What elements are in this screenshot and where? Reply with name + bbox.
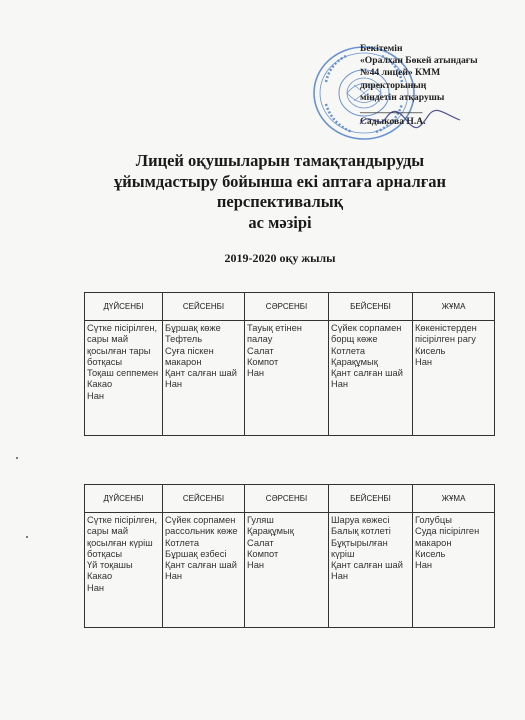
menu-item: Кисель <box>415 548 446 559</box>
menu-item: Нан <box>415 560 433 571</box>
menu-item: Гуляш <box>247 515 274 525</box>
menu-item: Нан <box>247 560 265 571</box>
menu-item: Нан <box>331 571 349 582</box>
menu-item: Тефтель <box>165 334 203 345</box>
title-line: ас мәзірі <box>248 212 312 232</box>
menu-item: Нан <box>87 390 105 401</box>
menu-item: Голубцы <box>415 515 452 525</box>
menu-item: Бұқтырылған күріш <box>331 537 391 559</box>
menu-item: Көкеністерден пісірілген рагу <box>415 323 480 345</box>
approver-name: Садыкова Н.А. <box>360 116 426 128</box>
approval-line: міндетін атқарушы <box>360 91 445 103</box>
menu-item: Компот <box>247 356 279 367</box>
menu-cell <box>245 321 329 436</box>
day-header: СӘРСЕНБІ <box>245 485 329 513</box>
menu-cell <box>163 513 245 628</box>
menu-cell <box>85 321 163 436</box>
scan-speck <box>16 457 18 459</box>
menu-item: Сүтке пісірілген, сары май қосылған күріш ботқасы <box>87 515 160 559</box>
menu-cell <box>163 321 245 436</box>
title-line: перспективалық <box>216 192 344 211</box>
table-header-row <box>85 293 495 321</box>
menu-item: Сүйек сорпамен рассольник көже <box>165 515 238 537</box>
menu-cell <box>245 513 329 628</box>
day-header: СЕЙСЕНБІ <box>163 485 245 513</box>
menu-item: Қант салған шай <box>331 368 403 379</box>
menu-item: Шаруа көжесі <box>331 515 390 525</box>
menu-item: Нан <box>415 356 433 367</box>
menu-item: Тоқаш сеппемен <box>87 368 159 379</box>
menu-item: Кисель <box>415 345 446 356</box>
menu-item: Нан <box>165 571 183 582</box>
day-header: СӘРСЕНБІ <box>245 293 329 321</box>
menu-cell <box>85 513 163 628</box>
menu-item: Балық котлеті <box>331 526 391 537</box>
menu-item: Компот <box>247 548 279 559</box>
scan-speck <box>26 536 28 538</box>
menu-item: Қарақұмық <box>247 526 294 537</box>
menu-item: Қарақұмық <box>331 356 378 367</box>
academic-year: 2019-2020 оқу жылы <box>224 251 336 265</box>
menu-table-week-2 <box>84 484 495 628</box>
menu-item: Нан <box>331 379 349 390</box>
table-header-row <box>85 485 495 513</box>
approval-line: директорының <box>360 79 427 91</box>
menu-item: Нан <box>165 379 183 390</box>
menu-item: Какао <box>87 571 113 582</box>
menu-item: Қант салған шай <box>165 368 237 379</box>
menu-item: Қант салған шай <box>331 560 403 571</box>
menu-item: Үй тоқашы <box>87 560 133 571</box>
menu-cell <box>329 321 413 436</box>
signature-underline: _____________ <box>360 104 423 116</box>
menu-item: Сүйек сорпамен борщ көже <box>331 323 404 345</box>
menu-item: Котлета <box>331 345 366 356</box>
menu-item: Салат <box>247 537 274 548</box>
document-title <box>60 151 500 233</box>
menu-table-week-1 <box>84 292 495 436</box>
menu-item: Нан <box>247 368 265 379</box>
day-header: БЕЙСЕНБІ <box>329 485 413 513</box>
title-line: ұйымдастыру бойынша екі аптаға арналған <box>114 171 446 191</box>
menu-item: Қант салған шай <box>165 560 237 571</box>
approval-line: Бекітемін <box>360 43 403 54</box>
approval-line: «Оралхан Бөкей атындағы <box>360 55 478 67</box>
menu-item: Нан <box>87 582 105 593</box>
menu-item: Суда пісірілген макарон <box>415 526 482 548</box>
menu-cell <box>413 321 495 436</box>
menu-cell <box>329 513 413 628</box>
title-line: Лицей оқушыларын тамақтандыруды <box>135 151 425 170</box>
day-header: ДҮЙСЕНБІ <box>85 293 163 321</box>
table-row <box>85 513 495 628</box>
menu-item: Салат <box>247 345 274 356</box>
table-row <box>85 321 495 436</box>
menu-item: Котлета <box>165 537 200 548</box>
menu-item: Бұршақ көже <box>165 323 221 333</box>
menu-item: Тауық етінен палау <box>247 323 305 345</box>
day-header: ЖҰМА <box>413 293 495 321</box>
menu-item: Суға піскен макарон <box>165 345 217 367</box>
menu-item: Сүтке пісірілген, сары май қосылған тары ботқасы <box>87 323 160 367</box>
day-header: БЕЙСЕНБІ <box>329 293 413 321</box>
day-header: ЖҰМА <box>413 485 495 513</box>
day-header: СЕЙСЕНБІ <box>163 293 245 321</box>
menu-item: Бұршақ езбесі <box>165 548 227 559</box>
day-header: ДҮЙСЕНБІ <box>85 485 163 513</box>
menu-item: Какао <box>87 379 113 390</box>
approval-line: №44 лицей» КММ <box>360 67 441 79</box>
handwritten-signature <box>356 108 466 132</box>
menu-cell <box>413 513 495 628</box>
